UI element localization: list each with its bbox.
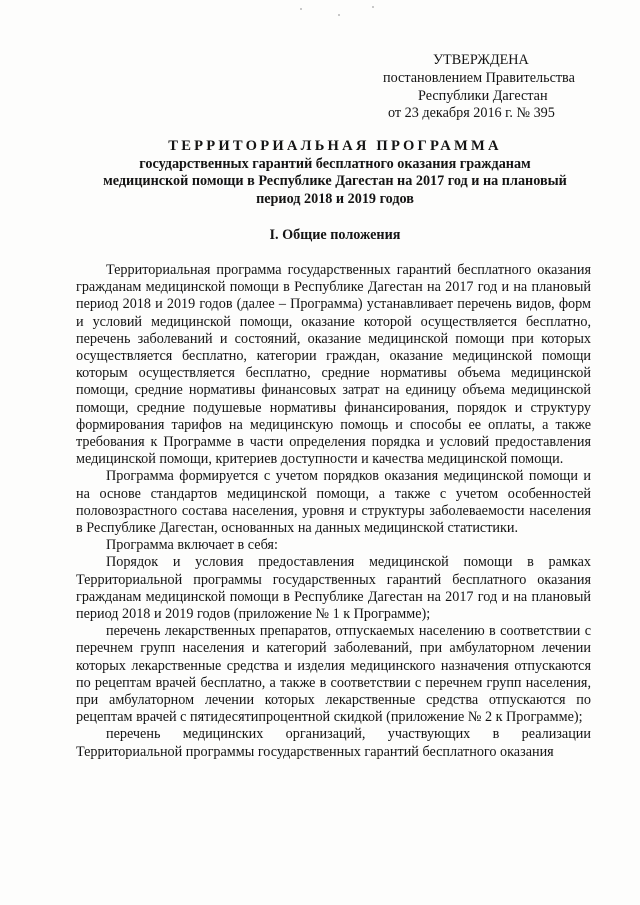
scan-speck [300,8,302,10]
scan-speck [372,6,374,8]
paragraph-2: Программа формируется с учетом порядков оказания медицинской помощи и на основе стандартов медицинской помощи, а также с учетом особенностей половозрастного состава населения, уровня и структуры заболеваемости населения в Республике Дагестан, основанных на данных медицинской статистики. [76,468,591,537]
paragraph-1: Территориальная программа государственных гарантий бесплатного оказания гражданам медицинской помощи в Республике Дагестан на 2017 год и на плановый период 2018 и 2019 годов (далее – Программа) устанавливает перечень видов, форм и условий медицинской помощи, оказание которой осуществляется бесплатно, перечень заболеваний и состояний, оказание медицинской помощи при которых осуществляется бесплатно, категории граждан, оказание медицинской помощи которым осуществляется бесплатно, средние нормативы объема медицинской помощи, средние нормативы финансовых затрат на единицу объема медицинской помощи, средние подушевые нормативы финансирования, порядок и структуру формирования тарифов на медицинскую помощь и способы ее оплаты, а также требования к Программе в части определения порядка и условий предоставления медицинской помощи, критериев доступности и качества медицинской помощи. [76,262,591,468]
approval-heading: УТВЕРЖДЕНА [433,52,529,68]
document-title [70,138,600,208]
body-text [76,262,591,761]
title-sub-1: государственных гарантий бесплатного оказания гражданам [139,155,531,172]
scan-speck [338,14,340,16]
title-sub-3: период 2018 и 2019 годов [256,190,414,207]
approval-stamp [380,52,600,123]
paragraph-6: перечень медицинских организаций, участвующих в реализации Территориальной программы государственных гарантий бесплатного оказания [76,726,591,760]
approval-line-3: от 23 декабря 2016 г. № 395 [388,105,555,122]
paragraph-3: Программа включает в себя: [106,537,278,554]
title-sub-2: медицинской помощи в Республике Дагестан на 2017 год и на плановый [103,173,567,190]
approval-line-1: постановлением Правительства [383,69,575,86]
section-heading: I. Общие положения [269,227,401,243]
paragraph-5: перечень лекарственных препаратов, отпускаемых населению в соответствии с перечнем групп населения и категорий заболеваний, при амбулаторном лечении которых лекарственные средства и изделия медицинского назначения отпускаются по рецептам врачей бесплатно, а также в соответствии с перечнем групп населения, при амбулаторном лечении которых лекарственные средства отпускаются по рецептам врачей с пятидесятипроцентной скидкой (приложение № 2 к Программе); [76,623,591,726]
approval-line-2: Республики Дагестан [418,87,548,104]
title-main: ТЕРРИТОРИАЛЬНАЯ ПРОГРАММА [168,138,502,154]
paragraph-4: Порядок и условия предоставления медицинской помощи в рамках Территориальной программы государственных гарантий бесплатного оказания гражданам медицинской помощи в Республике Дагестан на 2017 год и на плановый период 2018 и 2019 годов (приложение № 1 к Программе); [76,554,591,623]
